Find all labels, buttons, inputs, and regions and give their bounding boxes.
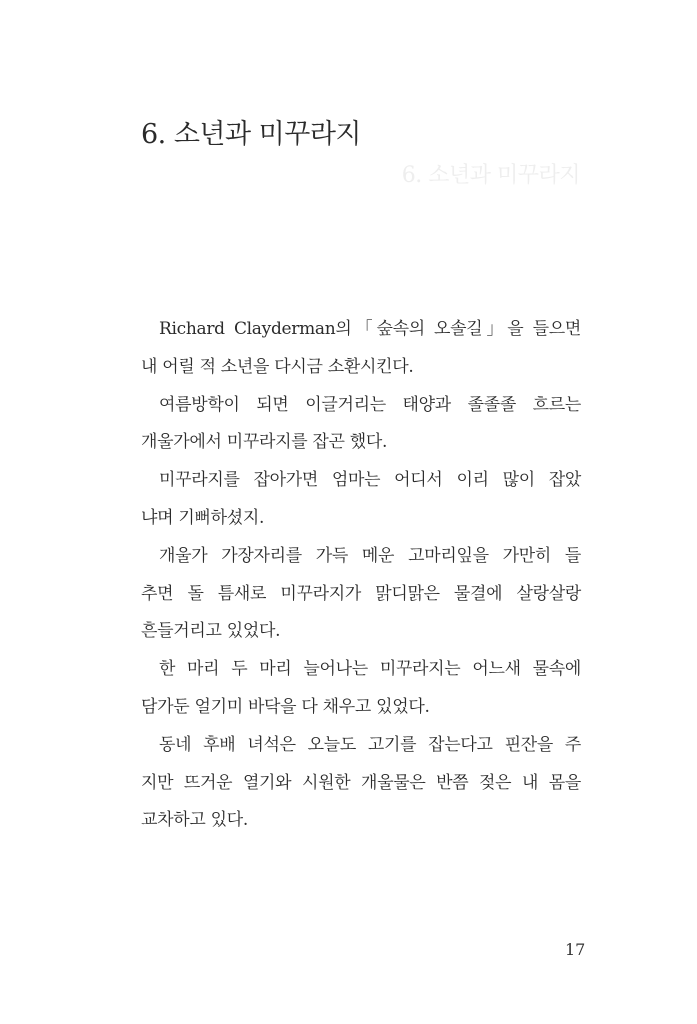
paragraph-line: 내 어릴 적 소년을 다시금 소환시킨다. [141, 356, 414, 377]
chapter-title: 6. 소년과 미꾸라지 [141, 119, 361, 150]
paragraph-line: 여름방학이 되면 이글거리는 태양과 졸졸졸 흐르는 [159, 394, 581, 415]
paragraph-line: 동네 후배 녀석은 오늘도 고기를 잡는다고 핀잔을 주 [159, 734, 581, 755]
paragraph-line: 흔들거리고 있었다. [141, 621, 281, 642]
paragraph-line: 개울가 가장자리를 가득 메운 고마리잎을 가만히 들 [159, 545, 581, 566]
paragraph-line: 미꾸라지를 잡아가면 엄마는 어디서 이리 많이 잡았 [159, 470, 581, 491]
paragraph-line: 개울가에서 미꾸라지를 잡곤 했다. [141, 432, 388, 453]
paragraph-line: 추면 돌 틈새로 미꾸라지가 맑디맑은 물결에 살랑살랑 [141, 583, 581, 604]
body-text [141, 311, 581, 840]
paragraph-line: Richard Clayderman의「숲속의 오솔길」을 들으면 [159, 319, 581, 339]
paragraph-line: 지만 뜨거운 열기와 시원한 개울물은 반쯤 젖은 내 몸을 [141, 772, 581, 793]
paragraph-line: 교차하고 있다. [141, 810, 248, 831]
paragraph-line: 냐며 기뻐하셨지. [141, 507, 265, 528]
page-number: 17 [565, 940, 586, 959]
paragraph-line: 담가둔 얼기미 바닥을 다 채우고 있었다. [141, 696, 430, 717]
chapter-title-watermark: 6. 소년과 미꾸라지 [401, 163, 580, 188]
paragraph-line: 한 마리 두 마리 늘어나는 미꾸라지는 어느새 물속에 [159, 659, 581, 680]
